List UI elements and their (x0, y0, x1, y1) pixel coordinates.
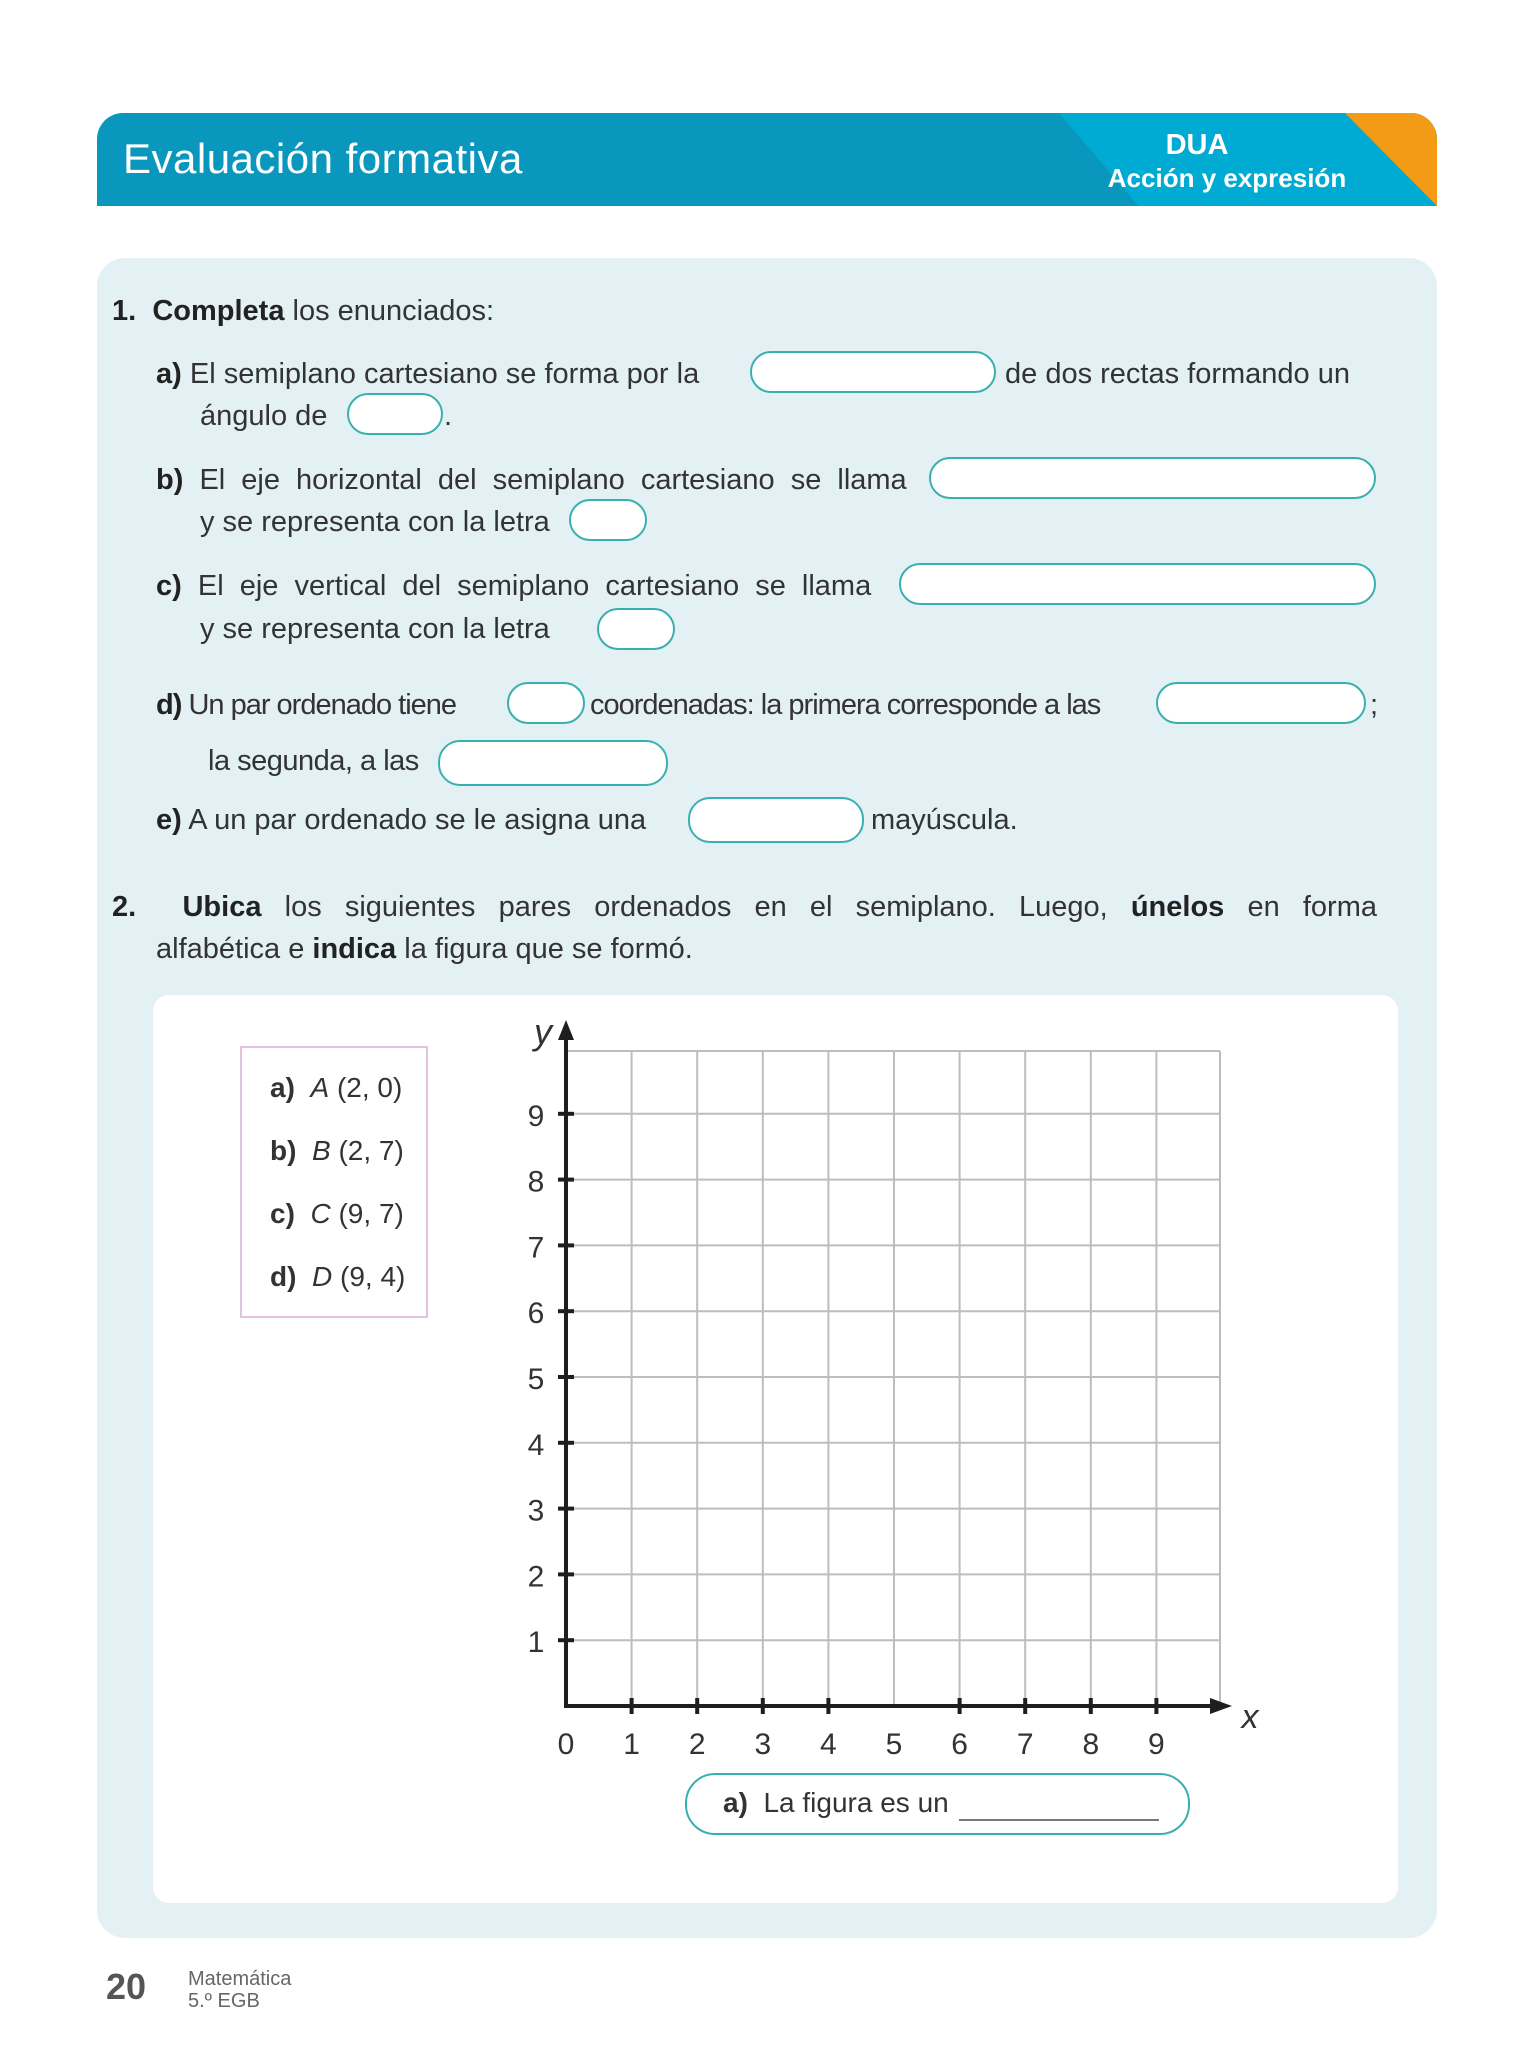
ordered-pairs-list (240, 1046, 428, 1318)
answer-text: La figura es un (763, 1787, 949, 1818)
item-text: El semiplano cartesiano se forma por la (189, 358, 700, 390)
svg-text:x: x (1241, 1698, 1259, 1736)
question-text: la figura que se formó. (404, 933, 693, 965)
svg-text:8: 8 (1082, 1728, 1100, 1761)
blank-coordinate-count-field[interactable] (507, 682, 585, 724)
question-2-line1 (112, 886, 1377, 928)
item-e-line1 (156, 799, 646, 841)
answer-label: a) (723, 1787, 748, 1818)
question-1-heading (112, 290, 494, 332)
blank-first-coordinate-field[interactable] (1156, 682, 1366, 724)
svg-text:7: 7 (1016, 1728, 1034, 1761)
question-verb: únelos (1130, 891, 1225, 923)
svg-text:5: 5 (885, 1728, 903, 1761)
question-text: los enunciados: (292, 295, 495, 327)
item-label: e) (156, 804, 182, 836)
blank-second-coordinate-field[interactable] (438, 740, 668, 786)
footer-subject (188, 1968, 291, 2012)
item-text: . (444, 400, 453, 432)
blank-horizontal-axis-letter-field[interactable] (569, 499, 647, 541)
answer-box (685, 1773, 1190, 1835)
question-verb: Completa (152, 295, 285, 327)
item-label: b) (156, 464, 184, 496)
svg-text:4: 4 (527, 1428, 545, 1462)
pair-label: d) (270, 1261, 297, 1292)
item-text: ; (1370, 689, 1379, 721)
pair-label: a) (270, 1072, 295, 1103)
item-c-line1 (156, 565, 871, 607)
pair-label: c) (270, 1198, 295, 1229)
blank-letter-type-field[interactable] (688, 797, 864, 843)
pair-point: D (312, 1261, 333, 1292)
blank-angle-field[interactable] (347, 393, 443, 435)
question-number: 2. (112, 891, 137, 923)
question-2-line2 (156, 928, 693, 970)
blank-vertical-axis-letter-field[interactable] (597, 608, 675, 650)
question-text: los siguientes pares ordenados en el semiplano. Luego, (284, 891, 1108, 923)
section-header (97, 113, 1437, 206)
dua-badge-subtitle: Acción y expresión (1107, 163, 1347, 193)
pair-coords: (2, 0) (336, 1072, 403, 1103)
item-text: El eje horizontal del semiplano cartesiano se llama (199, 464, 907, 496)
item-a-line1 (156, 353, 699, 395)
question-text: alfabética e (156, 933, 305, 965)
item-text: A un par ordenado se le asigna una (188, 804, 647, 836)
item-text: ángulo de (200, 400, 328, 432)
item-b-line1 (156, 459, 907, 501)
subject-name: Matemática (188, 1968, 292, 1990)
page-number: 20 (106, 1966, 147, 2007)
question-verb: indica (312, 933, 397, 965)
pair-coords: (9, 7) (338, 1198, 404, 1229)
item-text: la segunda, a las (208, 745, 419, 777)
svg-text:3: 3 (527, 1494, 545, 1528)
blank-vertical-axis-name-field[interactable] (899, 563, 1376, 605)
item-text: y se representa con la letra (200, 613, 550, 645)
answer-line-field[interactable] (959, 1819, 1159, 1821)
item-text: Un par ordenado tiene (188, 689, 457, 721)
svg-text:7: 7 (527, 1231, 545, 1265)
section-title: Evaluación formativa (123, 135, 523, 182)
svg-text:2: 2 (527, 1560, 545, 1594)
pair-point: C (310, 1198, 331, 1229)
dua-badge-title: DUA (1165, 129, 1229, 161)
svg-text:2: 2 (688, 1728, 706, 1761)
item-label: d) (156, 689, 182, 721)
svg-text:6: 6 (527, 1297, 545, 1331)
item-label: c) (156, 570, 182, 602)
svg-text:y: y (534, 1011, 552, 1052)
blank-intersection-field[interactable] (750, 351, 996, 393)
blank-horizontal-axis-name-field[interactable] (929, 457, 1376, 499)
question-text: en forma (1247, 891, 1377, 923)
pair-item (270, 1198, 404, 1230)
svg-text:3: 3 (754, 1728, 772, 1761)
item-d-line1 (156, 684, 456, 726)
item-text: El eje vertical del semiplano cartesiano se llama (197, 570, 872, 602)
svg-text:0: 0 (557, 1728, 575, 1761)
item-text: de dos rectas formando un (1005, 358, 1350, 390)
answer-prompt (723, 1787, 949, 1819)
pair-coords: (9, 4) (340, 1261, 406, 1292)
pair-label: b) (270, 1135, 297, 1166)
pair-item (270, 1261, 405, 1293)
svg-text:8: 8 (527, 1165, 545, 1199)
pair-coords: (2, 7) (338, 1135, 404, 1166)
item-text: coordenadas: la primera corresponde a las (590, 689, 1101, 721)
question-verb: Ubica (182, 891, 262, 923)
grade-level: 5.º EGB (188, 1990, 260, 2012)
pair-item (270, 1135, 404, 1167)
svg-text:1: 1 (527, 1626, 545, 1660)
pair-item (270, 1072, 402, 1104)
svg-text:5: 5 (527, 1363, 545, 1396)
item-label: a) (156, 358, 182, 390)
svg-text:9: 9 (527, 1099, 545, 1133)
svg-text:9: 9 (1148, 1728, 1165, 1761)
question-number: 1. (112, 295, 137, 327)
item-text: mayúscula. (871, 804, 1018, 836)
pair-point: B (312, 1135, 331, 1166)
item-text: y se representa con la letra (200, 506, 550, 538)
svg-text:1: 1 (623, 1728, 640, 1761)
svg-text:4: 4 (820, 1728, 837, 1761)
pair-point: A (310, 1072, 330, 1103)
svg-text:6: 6 (951, 1728, 968, 1761)
